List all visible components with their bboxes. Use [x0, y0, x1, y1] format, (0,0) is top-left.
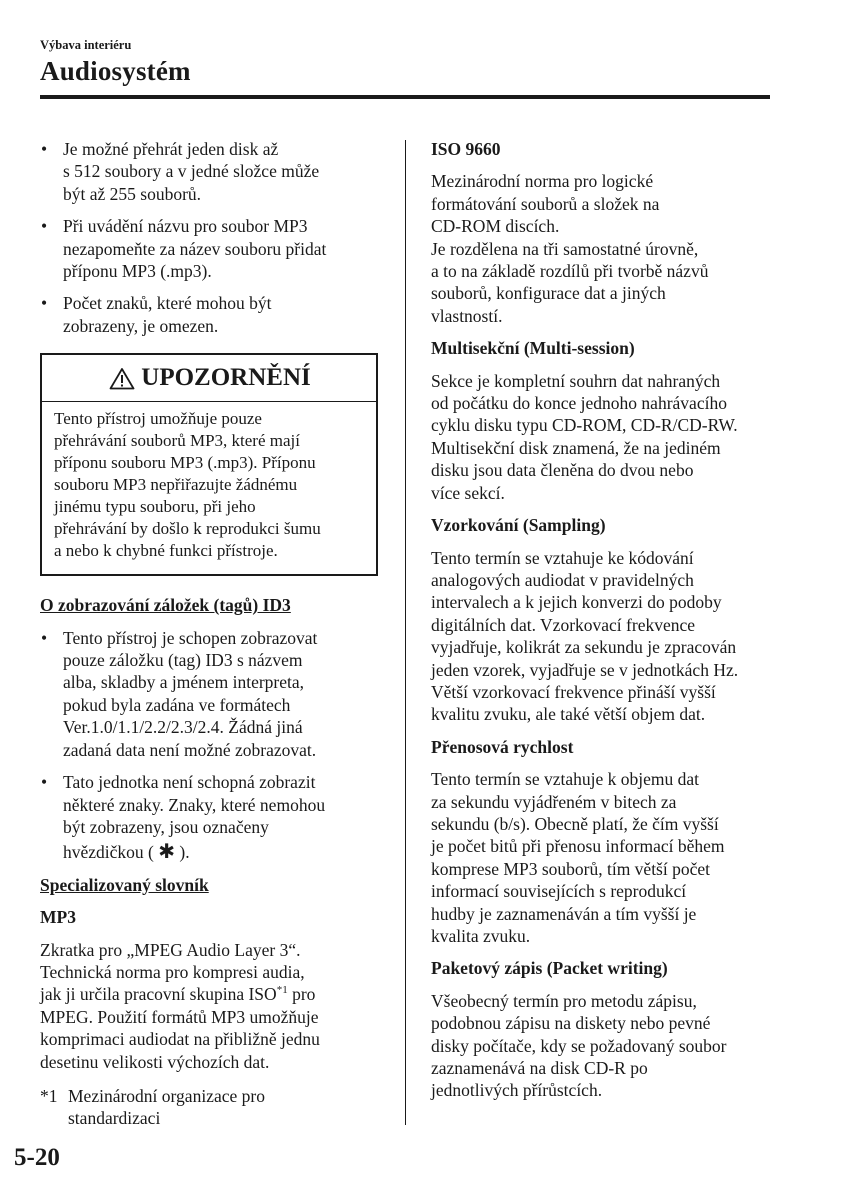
page-number: 5-20 — [14, 1144, 60, 1171]
text-fragment: hvězdičkou ( — [63, 842, 159, 863]
text-line: být zobrazeny, jsou označeny — [63, 816, 269, 837]
text-line: Tato jednotka není schopná zobrazit — [63, 772, 316, 793]
text-line: kvalita zvuku. — [431, 926, 531, 946]
text-line: od počátku do konce jednoho nahrávacího — [431, 393, 727, 414]
text-line: zaznamenává na disk CD-R po — [431, 1058, 648, 1079]
text-line: hudby je zaznamenáván a tím vyšší je — [431, 903, 697, 924]
text-line: disku jsou data členěna do dvou nebo — [431, 460, 694, 481]
text-line: Tento přístroj umožňuje pouze — [54, 409, 262, 429]
list-item — [40, 138, 380, 205]
text-line: s 512 soubory a v jedné složce může — [63, 161, 320, 182]
text-line: desetinu velikosti výchozích dat. — [40, 1051, 270, 1072]
text-line — [63, 840, 380, 863]
list-item — [40, 215, 380, 282]
text-line: jinému typu souboru, při jeho — [54, 497, 256, 517]
text-line: alba, skladby a jménem interpreta, — [63, 672, 305, 693]
text-line: příponu MP3 (.mp3). — [63, 261, 212, 282]
text-fragment: jak ji určila pracovní skupina ISO — [40, 984, 277, 1005]
title-rule — [40, 95, 770, 99]
text-line: sekundu (b/s). Obecně platí, že čím vyšší — [431, 813, 719, 834]
text-line: více sekcí. — [431, 482, 505, 503]
bullet-dot-icon: • — [41, 627, 48, 648]
text-line: přehrávání by došlo k reprodukci šumu — [54, 519, 321, 539]
definition — [431, 170, 781, 327]
definition — [431, 768, 781, 947]
warning-box — [40, 353, 378, 576]
text-line: Větší vzorkovací frekvence přináší vyšší — [431, 681, 716, 702]
text-line: souboru MP3 nepřiřazujte žádnému — [54, 475, 298, 495]
text-line: pouze záložku (tag) ID3 s názvem — [63, 650, 303, 671]
glossary-heading: Specializovaný slovník — [40, 874, 209, 895]
term-multisession: Multisekční (Multi-session) — [431, 338, 635, 359]
text-line: zadaná data není možné zobrazovat. — [63, 739, 317, 760]
list-item — [40, 627, 380, 761]
text-line: je počet bitů při přenosu informací během — [431, 836, 725, 857]
definition — [431, 370, 781, 504]
text-line: standardizaci — [68, 1108, 161, 1129]
text-line: komprimaci audiodat na přibližně jednu — [40, 1029, 320, 1050]
text-line: Je rozdělena na tři samostatné úrovně, — [431, 238, 699, 259]
text-line: a nebo k chybné funkci přístroje. — [54, 541, 278, 561]
term-bitrate: Přenosová rychlost — [431, 736, 574, 757]
asterisk-icon: ✱ — [158, 839, 176, 864]
definition — [431, 547, 781, 726]
text-line: některé znaky. Znaky, které nemohou — [63, 794, 326, 815]
term-iso9660: ISO 9660 — [431, 139, 501, 159]
text-line: intervalech a k jejich konverzi do podoby — [431, 592, 722, 613]
text-line: Mezinárodní organizace pro — [68, 1085, 265, 1106]
bullet-dot-icon: • — [41, 772, 48, 793]
text-line: komprese MP3 souborů, tím větší počet — [431, 858, 711, 879]
term-packet-writing: Paketový zápis (Packet writing) — [431, 958, 668, 979]
text-line: být až 255 souborů. — [63, 183, 202, 204]
text-line: a to na základě rozdílů při tvorbě názvů — [431, 261, 709, 282]
text-line: cyklu disku typu CD-ROM, CD-R/CD-RW. — [431, 415, 738, 436]
column-divider — [405, 140, 406, 1125]
text-line: Sekce je kompletní souhrn dat nahraných — [431, 370, 721, 391]
text-line: Multisekční disk znamená, že na jediném — [431, 437, 721, 458]
footnote — [40, 1085, 380, 1130]
text-line: jeden vzorek, vyjadřuje se v jednotkách Hz. — [431, 659, 739, 680]
warning-title: UPOZORNĚNÍ — [141, 364, 311, 392]
footnote-mark: *1 — [40, 1085, 58, 1106]
text-line: Při uvádění názvu pro soubor MP3 — [63, 216, 308, 237]
warning-header — [54, 355, 366, 401]
text-line: souborů, konfigurace dat a jiných — [431, 283, 666, 304]
text-line: zobrazeny, je omezen. — [63, 315, 219, 336]
footnote-ref: *1 — [276, 984, 288, 997]
warning-triangle-icon — [109, 367, 135, 390]
text-line: jednotlivých přírůstcích. — [431, 1080, 603, 1101]
term-mp3: MP3 — [40, 907, 76, 928]
text-line: Ver.1.0/1.1/2.2/2.3/2.4. Žádná jiná — [63, 717, 303, 738]
text-line: Mezinárodní norma pro logické — [431, 171, 654, 192]
page-title: Audiosystém — [40, 56, 191, 86]
warning-divider — [42, 401, 376, 402]
text-fragment: ). — [175, 842, 190, 863]
section-label: Výbava interiéru — [40, 38, 132, 52]
text-line — [40, 983, 380, 1005]
text-line: za sekundu vyjádřeném v bitech za — [431, 791, 677, 812]
text-line: kvalitu zvuku, ale také větší objem dat. — [431, 704, 706, 725]
text-line: analogových audiodat v pravidelných — [431, 569, 694, 590]
text-line: MPEG. Použití formátů MP3 umožňuje — [40, 1006, 319, 1027]
text-line: podobnou zápisu na diskety nebo pevné — [431, 1013, 711, 1034]
term-sampling: Vzorkování (Sampling) — [431, 515, 606, 536]
text-line: Počet znaků, které mohou být — [63, 293, 272, 314]
text-line: příponu souboru MP3 (.mp3). Příponu — [54, 453, 316, 473]
bullet-dot-icon: • — [41, 293, 48, 314]
mp3-definition — [40, 939, 380, 1073]
text-line: digitálních dat. Vzorkovací frekvence — [431, 614, 696, 635]
list-item — [40, 771, 380, 864]
list-item — [40, 292, 380, 337]
text-fragment: pro — [287, 984, 316, 1005]
text-line: Technická norma pro kompresi audia, — [40, 961, 305, 982]
text-line: disky počítače, kdy se požadovaný soubor — [431, 1035, 727, 1056]
bullet-dot-icon: • — [41, 139, 48, 159]
text-line: vlastností. — [431, 305, 503, 326]
text-line: CD-ROM discích. — [431, 216, 560, 237]
text-line: Je možné přehrát jeden disk až — [63, 139, 279, 159]
bullet-dot-icon: • — [41, 216, 48, 237]
id3-heading: O zobrazování záložek (tagů) ID3 — [40, 595, 291, 616]
text-line: pokud byla zadána ve formátech — [63, 694, 291, 715]
right-column — [431, 138, 781, 1112]
text-line: vyjadřuje, kolikrát za sekundu je zpracován — [431, 637, 737, 658]
text-line: přehrávání souborů MP3, které mají — [54, 431, 300, 451]
text-line: Všeobecný termín pro metodu zápisu, — [431, 990, 697, 1011]
text-line: Tento termín se vztahuje ke kódování — [431, 547, 694, 568]
text-line: formátování souborů a složek na — [431, 193, 660, 214]
text-line: Tento termín se vztahuje k objemu dat — [431, 769, 700, 790]
definition — [431, 990, 781, 1102]
text-line: nezapomeňte za název souboru přidat — [63, 238, 327, 259]
text-line: Tento přístroj je schopen zobrazovat — [63, 627, 318, 648]
text-line: informací souvisejících s reprodukcí — [431, 881, 687, 902]
left-column — [40, 138, 380, 1130]
text-line: Zkratka pro „MPEG Audio Layer 3“. — [40, 939, 301, 960]
